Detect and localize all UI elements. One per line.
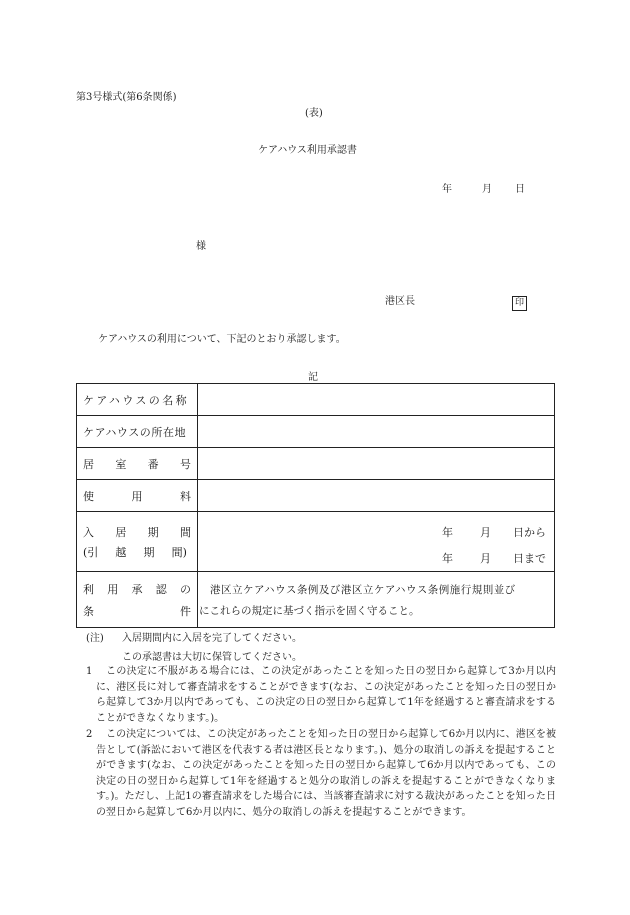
- date-year: 年: [442, 184, 452, 195]
- seal-mark: [512, 290, 527, 311]
- period-to-year: 年: [442, 552, 453, 565]
- table-row: [77, 384, 555, 416]
- form-number: 第3号様式(第6条関係): [76, 92, 177, 103]
- period-from-year: 年: [442, 526, 453, 539]
- side-label: (表): [305, 108, 323, 119]
- notes-item-2: [86, 727, 556, 821]
- date-month: 月: [482, 184, 492, 195]
- intro-text: ケアハウスの利用について、下記のとおり承認します。: [98, 334, 346, 345]
- table-row: [77, 572, 555, 628]
- period-to-month: 月: [480, 552, 491, 565]
- notes-line-2: この承認書は大切に保管してください。: [122, 652, 302, 663]
- table-row: [77, 512, 555, 572]
- ki-label: 記: [308, 372, 318, 383]
- item-text: この決定に不服がある場合には、この決定があったことを知った日の翌日から起算して3か月以内に、港区長に対して審査請求をすることができます(なお、この決定があったことを知った日の翌日から起算して3か月以内であっても、この決定の日の翌日から起算して1年を経過すると審査請求をすることができなくなります。)。: [96, 666, 556, 724]
- period-from-month: 月: [480, 526, 491, 539]
- addressee-suffix: 様: [196, 241, 206, 252]
- table-row: [77, 480, 555, 512]
- table-row: [77, 416, 555, 448]
- item-number: 1: [86, 666, 93, 677]
- table-row: [77, 448, 555, 480]
- stay-period-value: [198, 512, 555, 572]
- date-day: 日: [515, 184, 525, 195]
- notes-item-1: [86, 664, 556, 726]
- facility-name-label: ケアハウスの名称: [77, 384, 198, 416]
- stay-period-label: 入 居 期 間 (引 越 期 間): [77, 512, 198, 572]
- facility-address-value: [198, 416, 555, 448]
- facility-address-label: ケアハウスの所在地: [77, 416, 198, 448]
- item-text: この決定については、この決定があったことを知った日の翌日から起算して6か月以内に、港区を被告として(訴訟において港区を代表する者は港区長となります。)、処分の取消しの訴えを提起することができます(なお、この決定があったことを知った日の翌日から起算して6か月以内であっても、この決定の日の翌日から起算して1年を経過すると処分の取消しの訴えを提起することができなくなります。)。ただし、上記1の審査請求をした場合には、当該審査請求に対する裁決があったことを知った日の翌日から起算して6か月以内に、処分の取消しの訴えを提起することができます。: [96, 729, 556, 818]
- period-to-day: 日まで: [513, 552, 546, 565]
- issuer-name: 港区長: [385, 296, 415, 307]
- document-title: ケアハウス利用承認書: [258, 145, 357, 156]
- facility-name-value: [198, 384, 555, 416]
- approval-table: [76, 383, 555, 628]
- notes-label: (注): [86, 633, 104, 644]
- seal-icon: 印: [512, 296, 527, 311]
- room-number-label: 居 室 番 号: [77, 448, 198, 480]
- room-number-value: [198, 448, 555, 480]
- fee-label: 使 用 料: [77, 480, 198, 512]
- period-from-day: 日から: [513, 526, 546, 539]
- conditions-label: 利 用 承 認 の 条 件: [77, 572, 198, 628]
- conditions-value: 港区立ケアハウス条例及び港区立ケアハウス条例施行規則並び にこれらの規定に基づく指示を固く守ること。: [198, 572, 555, 628]
- notes-line-1: 入居期間内に入居を完了してください。: [122, 633, 302, 644]
- fee-value: [198, 480, 555, 512]
- item-number: 2: [86, 729, 93, 740]
